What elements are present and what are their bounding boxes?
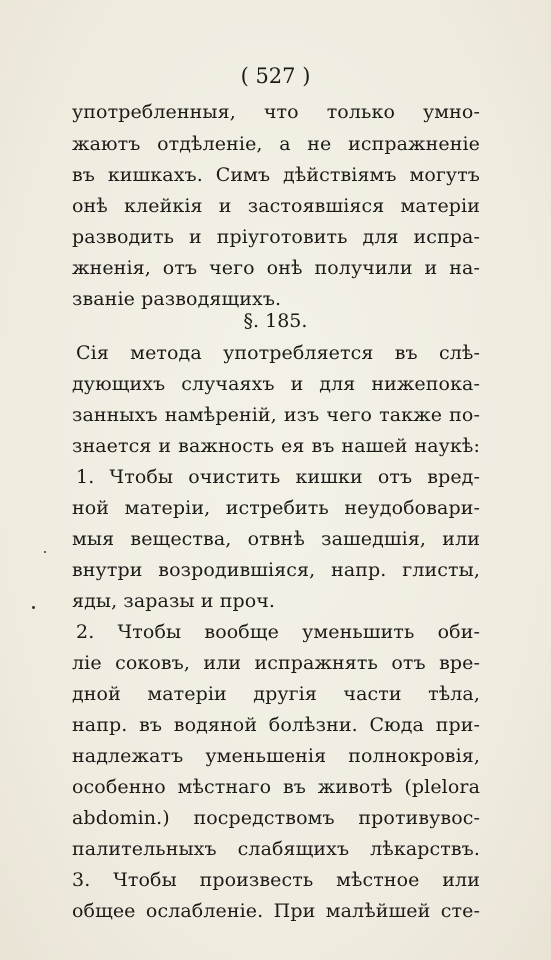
text-line: 3. Чтобы произвесть мѣстное или [72, 869, 480, 891]
text-line: 1. Чтобы очистить кишки отъ вред- [76, 466, 480, 488]
text-line: мыя вещества, отвнѣ зашедшія, или [72, 528, 480, 550]
text-line: онѣ клейкія и застоявшіяся матеріи [72, 195, 480, 217]
text-line: общее ослабленіе. При малѣйшей сте- [72, 900, 480, 922]
text-line: особенно мѣстнаго въ животѣ (plelora [72, 776, 480, 798]
text-line: разводить и пріуготовить для испра- [72, 226, 480, 248]
section-heading: §. 185. [243, 310, 308, 332]
text-line: напр. въ водяной болѣзни. Сюда при- [72, 714, 480, 736]
text-line: употребленныя, что только умно- [72, 101, 480, 123]
text-line: занныхъ намѣреній, изъ чего также по- [72, 404, 480, 426]
text-line: дующихъ случаяхъ и для нижепока- [72, 373, 480, 395]
page-number-header: ( 527 ) [240, 64, 311, 88]
text-line: ной матеріи, истребить неудобовари- [72, 497, 480, 519]
text-line: дной матеріи другія части тѣла, [72, 683, 480, 705]
text-line: званіе разводящихъ. [72, 288, 282, 310]
text-line: яды, заразы и проч. [72, 590, 276, 612]
text-line: abdomin.) посредствомъ противувос- [72, 807, 480, 829]
text-line: палительныхъ слабящихъ лѣкарствъ. [72, 838, 480, 860]
text-line: ліе соковъ, или испражнять отъ вре- [72, 652, 480, 674]
text-line: жненія, отъ чего онѣ получили и на- [72, 257, 480, 279]
text-line: Сія метода употребляется въ слѣ- [76, 342, 480, 364]
text-line: знается и важность ея въ нашей наукѣ: [72, 435, 480, 457]
ink-speck-mark [44, 551, 46, 553]
text-line: надлежатъ уменьшенія полнокровія, [72, 745, 480, 767]
text-line: 2. Чтобы вообще уменьшить оби- [76, 621, 480, 643]
text-line: жаютъ отдѣленіе, а не испражненіе [72, 133, 480, 155]
ink-speck-mark [32, 606, 35, 609]
text-line: въ кишкахъ. Симъ дѣйствіямъ могутъ [72, 164, 480, 186]
text-line: внутри возродившіяся, напр. глисты, [72, 559, 480, 581]
